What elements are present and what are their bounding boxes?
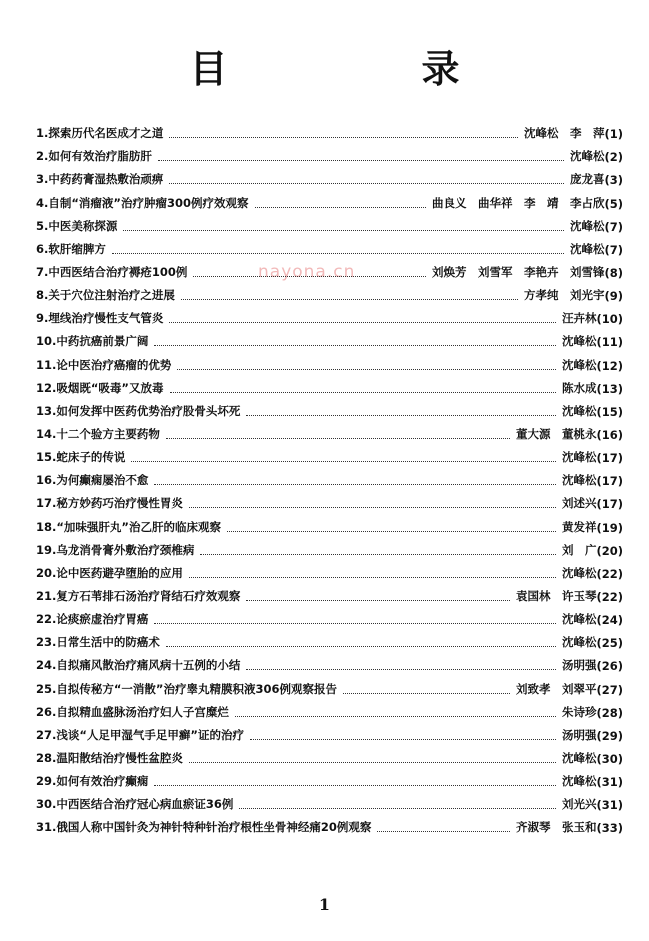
- toc-entry-title: 31.俄国人称中国针灸为神针特种针治疗根性坐骨神经痛20例观察: [36, 820, 372, 835]
- toc-entry-page: (12): [596, 358, 623, 373]
- toc-entry-author: 沈峰松: [561, 403, 597, 418]
- toc-entry-page: (8): [604, 265, 623, 280]
- toc-entry[interactable]: [36, 373, 623, 396]
- toc-entry[interactable]: [36, 766, 623, 789]
- toc-entry-author: 沈峰松: [569, 241, 605, 256]
- toc-entry-author: 沈峰松: [561, 357, 597, 372]
- toc-leader-dots: [227, 531, 556, 532]
- toc-entry[interactable]: [36, 627, 623, 650]
- toc-entry-title: 23.日常生活中的防癌术: [36, 635, 160, 650]
- toc-entry[interactable]: [36, 720, 623, 743]
- toc-entry-page: (17): [596, 474, 623, 489]
- toc-leader-dots: [246, 600, 510, 601]
- toc-entry-page: (31): [596, 798, 623, 813]
- toc-entry[interactable]: [36, 164, 623, 187]
- toc-entry-author: 庞龙喜: [569, 172, 605, 187]
- toc-leader-dots: [181, 299, 518, 300]
- toc-entry-author: 沈峰松: [561, 750, 597, 765]
- toc-entry-page: (17): [596, 497, 623, 512]
- toc-entry-page: (33): [596, 821, 623, 836]
- toc-entry[interactable]: [36, 743, 623, 766]
- toc-entry-title: 11.论中医治疗癌瘤的优势: [36, 357, 172, 372]
- toc-leader-dots: [169, 322, 556, 323]
- toc-entry-author: 刘述兴: [561, 496, 597, 511]
- toc-entry-author: 沈峰松: [561, 565, 597, 580]
- toc-entry-page: (22): [596, 566, 623, 581]
- toc-entry-title: 7.中西医结合治疗褥疮100例: [36, 264, 188, 279]
- toc-leader-dots: [200, 554, 556, 555]
- toc-entry-title: 8.关于穴位注射治疗之进展: [36, 288, 175, 303]
- toc-leader-dots: [189, 507, 556, 508]
- toc-entry-page: (29): [596, 728, 623, 743]
- toc-entry-title: 10.中药抗癌前景广阔: [36, 334, 149, 349]
- toc-entry-title: 20.论中医药避孕堕胎的应用: [36, 565, 183, 580]
- toc-entry-title: 13.如何发挥中医药优势治疗股骨头坏死: [36, 403, 241, 418]
- toc-entry[interactable]: [36, 604, 623, 627]
- toc-leader-dots: [158, 160, 564, 161]
- toc-leader-dots: [154, 345, 556, 346]
- toc-entry[interactable]: [36, 118, 623, 141]
- page-number: 1: [318, 895, 331, 914]
- toc-entry[interactable]: [36, 234, 623, 257]
- toc-entry-page: (11): [596, 335, 623, 350]
- table-of-contents: [36, 118, 623, 835]
- toc-entry-page: (10): [596, 312, 623, 327]
- toc-entry[interactable]: [36, 419, 623, 442]
- toc-entry[interactable]: [36, 535, 623, 558]
- toc-entry-title: 26.自拟精血盛脉汤治疗妇人子宫糜烂: [36, 704, 229, 719]
- toc-entry-author: 刘 广: [561, 542, 597, 557]
- toc-leader-dots: [246, 415, 556, 416]
- toc-entry-title: 24.自拟痛风散治疗痛风病十五例的小结: [36, 658, 241, 673]
- toc-entry[interactable]: [36, 257, 623, 280]
- toc-entry-title: 18.“加味强肝丸”治乙肝的临床观察: [36, 519, 221, 534]
- toc-entry[interactable]: [36, 280, 623, 303]
- toc-entry-page: (3): [604, 173, 623, 188]
- toc-entry-page: (27): [596, 682, 623, 697]
- toc-entry[interactable]: [36, 141, 623, 164]
- toc-entry-author: 沈峰松: [561, 774, 597, 789]
- toc-entry-title: 4.自制“消瘤液”治疗肿瘤300例疗效观察: [36, 195, 249, 210]
- toc-entry-page: (7): [604, 242, 623, 257]
- toc-entry[interactable]: [36, 488, 623, 511]
- toc-entry-title: 28.温阳散结治疗慢性盆腔炎: [36, 750, 183, 765]
- toc-entry-author: 沈峰松: [561, 473, 597, 488]
- toc-entry-author: 沈峰松: [561, 334, 597, 349]
- toc-entry-title: 15.蛇床子的传说: [36, 450, 126, 465]
- toc-entry-author: 汪卉林: [561, 311, 597, 326]
- toc-entry-page: (15): [596, 404, 623, 419]
- toc-leader-dots: [154, 785, 556, 786]
- toc-entry[interactable]: [36, 442, 623, 465]
- toc-leader-dots: [246, 669, 556, 670]
- toc-entry[interactable]: [36, 211, 623, 234]
- toc-entry[interactable]: [36, 511, 623, 534]
- toc-leader-dots: [193, 276, 426, 277]
- toc-entry-author: 曲良义 曲华祥 李 靖 李占欣: [431, 195, 605, 210]
- toc-leader-dots: [250, 739, 556, 740]
- toc-entry-page: (24): [596, 613, 623, 628]
- toc-entry-author: 沈峰松: [569, 218, 605, 233]
- toc-entry-page: (16): [596, 427, 623, 442]
- toc-entry-page: (25): [596, 636, 623, 651]
- toc-entry-author: 刘光兴: [561, 797, 597, 812]
- toc-entry-title: 1.探索历代名医成才之道: [36, 126, 164, 141]
- toc-entry[interactable]: [36, 326, 623, 349]
- toc-entry-page: (9): [604, 289, 623, 304]
- toc-entry-page: (2): [604, 150, 623, 165]
- toc-entry-title: 17.秘方妙药巧治疗慢性胃炎: [36, 496, 183, 511]
- toc-entry[interactable]: [36, 697, 623, 720]
- toc-entry-author: 陈水成: [561, 380, 597, 395]
- toc-entry-title: 27.浅谈“人足甲湿气手足甲癣”证的治疗: [36, 727, 244, 742]
- toc-entry-title: 2.如何有效治疗脂肪肝: [36, 149, 152, 164]
- toc-entry-page: (5): [604, 196, 623, 211]
- toc-entry-page: (31): [596, 775, 623, 790]
- toc-entry-title: 14.十二个验方主要药物: [36, 426, 160, 441]
- toc-entry[interactable]: [36, 650, 623, 673]
- toc-entry-page: (7): [604, 219, 623, 234]
- toc-entry[interactable]: [36, 558, 623, 581]
- toc-entry[interactable]: [36, 349, 623, 372]
- toc-entry-author: 刘焕芳 刘雪军 李艳卉 刘雪锋: [431, 264, 605, 279]
- toc-entry-title: 12.吸烟既“吸毒”又放毒: [36, 380, 164, 395]
- toc-entry-author: 方孝纯 刘光宇: [523, 288, 605, 303]
- toc-entry-title: 9.埋线治疗慢性支气管炎: [36, 311, 164, 326]
- toc-leader-dots: [189, 577, 556, 578]
- toc-entry-title: 25.自拟传秘方“一消散”治疗睾丸精膜积液306例观察报告: [36, 681, 337, 696]
- toc-leader-dots: [154, 623, 556, 624]
- toc-entry-author: 沈峰松: [561, 450, 597, 465]
- toc-entry[interactable]: [36, 303, 623, 326]
- toc-leader-dots: [169, 137, 518, 138]
- toc-entry-author: 汤明强: [561, 658, 597, 673]
- toc-entry-page: (20): [596, 543, 623, 558]
- toc-entry-author: 沈峰松: [569, 149, 605, 164]
- toc-leader-dots: [169, 183, 564, 184]
- page-title: 目 录: [189, 47, 538, 91]
- toc-entry-title: 19.乌龙消骨膏外敷治疗颈椎病: [36, 542, 195, 557]
- toc-entry-page: (26): [596, 659, 623, 674]
- toc-leader-dots: [343, 693, 510, 694]
- toc-entry-author: 刘致孝 刘翠平: [515, 681, 597, 696]
- toc-entry-page: (28): [596, 705, 623, 720]
- toc-entry-page: (30): [596, 751, 623, 766]
- toc-entry-page: (19): [596, 520, 623, 535]
- toc-entry[interactable]: [36, 789, 623, 812]
- toc-leader-dots: [123, 230, 564, 231]
- toc-entry[interactable]: [36, 673, 623, 696]
- toc-leader-dots: [154, 484, 556, 485]
- toc-entry-author: 沈峰松: [561, 635, 597, 650]
- toc-leader-dots: [131, 461, 556, 462]
- toc-entry[interactable]: [36, 465, 623, 488]
- toc-entry-author: 齐淑琴 张玉和: [515, 820, 597, 835]
- toc-entry-title: 5.中医美称探源: [36, 218, 118, 233]
- toc-leader-dots: [239, 808, 556, 809]
- toc-entry-page: (22): [596, 589, 623, 604]
- toc-leader-dots: [255, 207, 426, 208]
- toc-entry-author: 沈峰松: [561, 612, 597, 627]
- toc-entry-page: (13): [596, 381, 623, 396]
- toc-entry-author: 汤明强: [561, 727, 597, 742]
- toc-entry-author: 袁国林 许玉琴: [515, 588, 597, 603]
- toc-leader-dots: [177, 369, 556, 370]
- toc-leader-dots: [377, 831, 510, 832]
- toc-leader-dots: [189, 762, 556, 763]
- toc-entry-author: 董大源 董桃永: [515, 426, 597, 441]
- toc-entry[interactable]: [36, 812, 623, 835]
- toc-entry-author: 朱诗珍: [561, 704, 597, 719]
- toc-entry[interactable]: [36, 187, 623, 210]
- toc-entry[interactable]: [36, 396, 623, 419]
- toc-entry-page: (17): [596, 451, 623, 466]
- toc-entry-title: 3.中药药膏湿热敷治顽痹: [36, 172, 164, 187]
- toc-entry-title: 30.中西医结合治疗冠心病血瘀证36例: [36, 797, 234, 812]
- toc-entry-author: 黄发祥: [561, 519, 597, 534]
- toc-leader-dots: [112, 253, 564, 254]
- toc-entry-title: 22.论痰瘀虚治疗胃癌: [36, 612, 149, 627]
- toc-entry-page: (1): [604, 127, 623, 142]
- toc-leader-dots: [166, 646, 556, 647]
- toc-entry-author: 沈峰松 李 萍: [523, 126, 605, 141]
- toc-entry-title: 21.复方石苇排石汤治疗肾结石疗效观察: [36, 588, 241, 603]
- toc-leader-dots: [166, 438, 510, 439]
- toc-entry-title: 16.为何癫痫屡治不愈: [36, 473, 149, 488]
- toc-entry-title: 29.如何有效治疗癫痫: [36, 774, 149, 789]
- watermark-text: nayona.cn: [258, 262, 356, 282]
- toc-leader-dots: [170, 392, 556, 393]
- toc-entry[interactable]: [36, 581, 623, 604]
- toc-entry-title: 6.软肝缩脾方: [36, 241, 106, 256]
- toc-leader-dots: [235, 716, 556, 717]
